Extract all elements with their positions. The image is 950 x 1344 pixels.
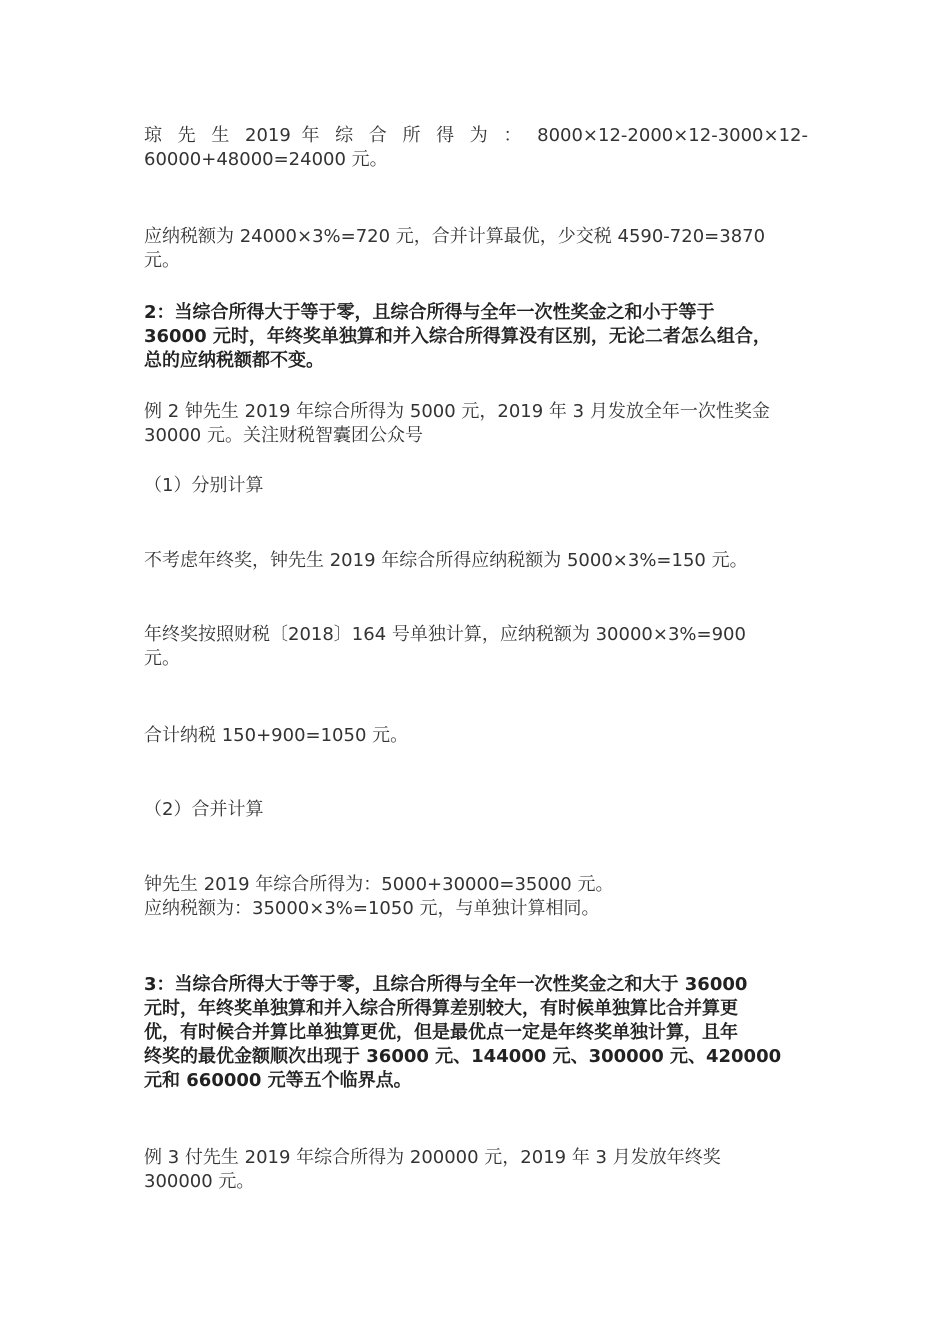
subheading-separate-calc [144,474,808,498]
text-line: 元。 [144,250,180,271]
text-line: （1）分别计算 [144,475,264,496]
text-line: 优，有时候合并算比单独算更优，但是最优点一定是年终奖单独计算，且年 [144,1022,738,1043]
text-line: 300000 元。 [144,1171,255,1192]
text-line: 30000 元。关注财税智囊团公众号 [144,425,423,446]
text-line: 合计纳税 150+900=1050 元。 [144,725,409,746]
text-line: 不考虑年终奖，钟先生 2019 年综合所得应纳税额为 5000×3%=150 元。 [144,550,748,571]
text-line: 2：当综合所得大于等于零，且综合所得与全年一次性奖金之和小于等于 [144,302,715,323]
text-line: 3：当综合所得大于等于零，且综合所得与全年一次性奖金之和大于 36000 [144,974,748,995]
paragraph-tax-payable [144,225,808,273]
subheading-combined-calc [144,798,808,822]
paragraph-total-tax [144,724,808,748]
paragraph-income-calc [144,124,808,172]
paragraph-rule-2 [144,301,808,373]
text-line: （2）合并计算 [144,799,264,820]
paragraph-example-2 [144,400,808,448]
text-line: 钟先生 2019 年综合所得为：5000+30000=35000 元。 [144,874,614,895]
text-line: 总的应纳税额都不变。 [144,350,324,371]
text-line: 应纳税额为 24000×3%=720 元，合并计算最优，少交税 4590-720=3870 [144,226,766,247]
text-line: 例 3 付先生 2019 年综合所得为 200000 元，2019 年 3 月发放年终奖 [144,1147,721,1168]
text-line: 应纳税额为：35000×3%=1050 元，与单独计算相同。 [144,898,600,919]
paragraph-combined [144,873,808,921]
text-line: 元和 660000 元等五个临界点。 [144,1070,412,1091]
text-line: 终奖的最优金额顺次出现于 36000 元、144000 元、300000 元、420000 [144,1046,782,1067]
text-line: 例 2 钟先生 2019 年综合所得为 5000 元，2019 年 3 月发放全年一次性奖金 [144,401,770,422]
text-line: 元。 [144,648,180,669]
paragraph-rule-3 [144,973,808,1093]
paragraph-example-3 [144,1146,808,1194]
text-line: 60000+48000=24000 元。 [144,149,388,170]
text-line: 36000 元时，年终奖单独算和并入综合所得算没有区别，无论二者怎么组合， [144,326,771,347]
text-line: 琼 先 生 2019 年 综 合 所 得 为 ： 8000×12-2000×12-3000×12- [144,125,808,146]
paragraph-bonus-separate [144,623,808,671]
text-line: 年终奖按照财税〔2018〕164 号单独计算，应纳税额为 30000×3%=900 [144,624,746,645]
paragraph-no-bonus [144,549,808,573]
text-line: 元时，年终奖单独算和并入综合所得算差别较大，有时候单独算比合并算更 [144,998,738,1019]
